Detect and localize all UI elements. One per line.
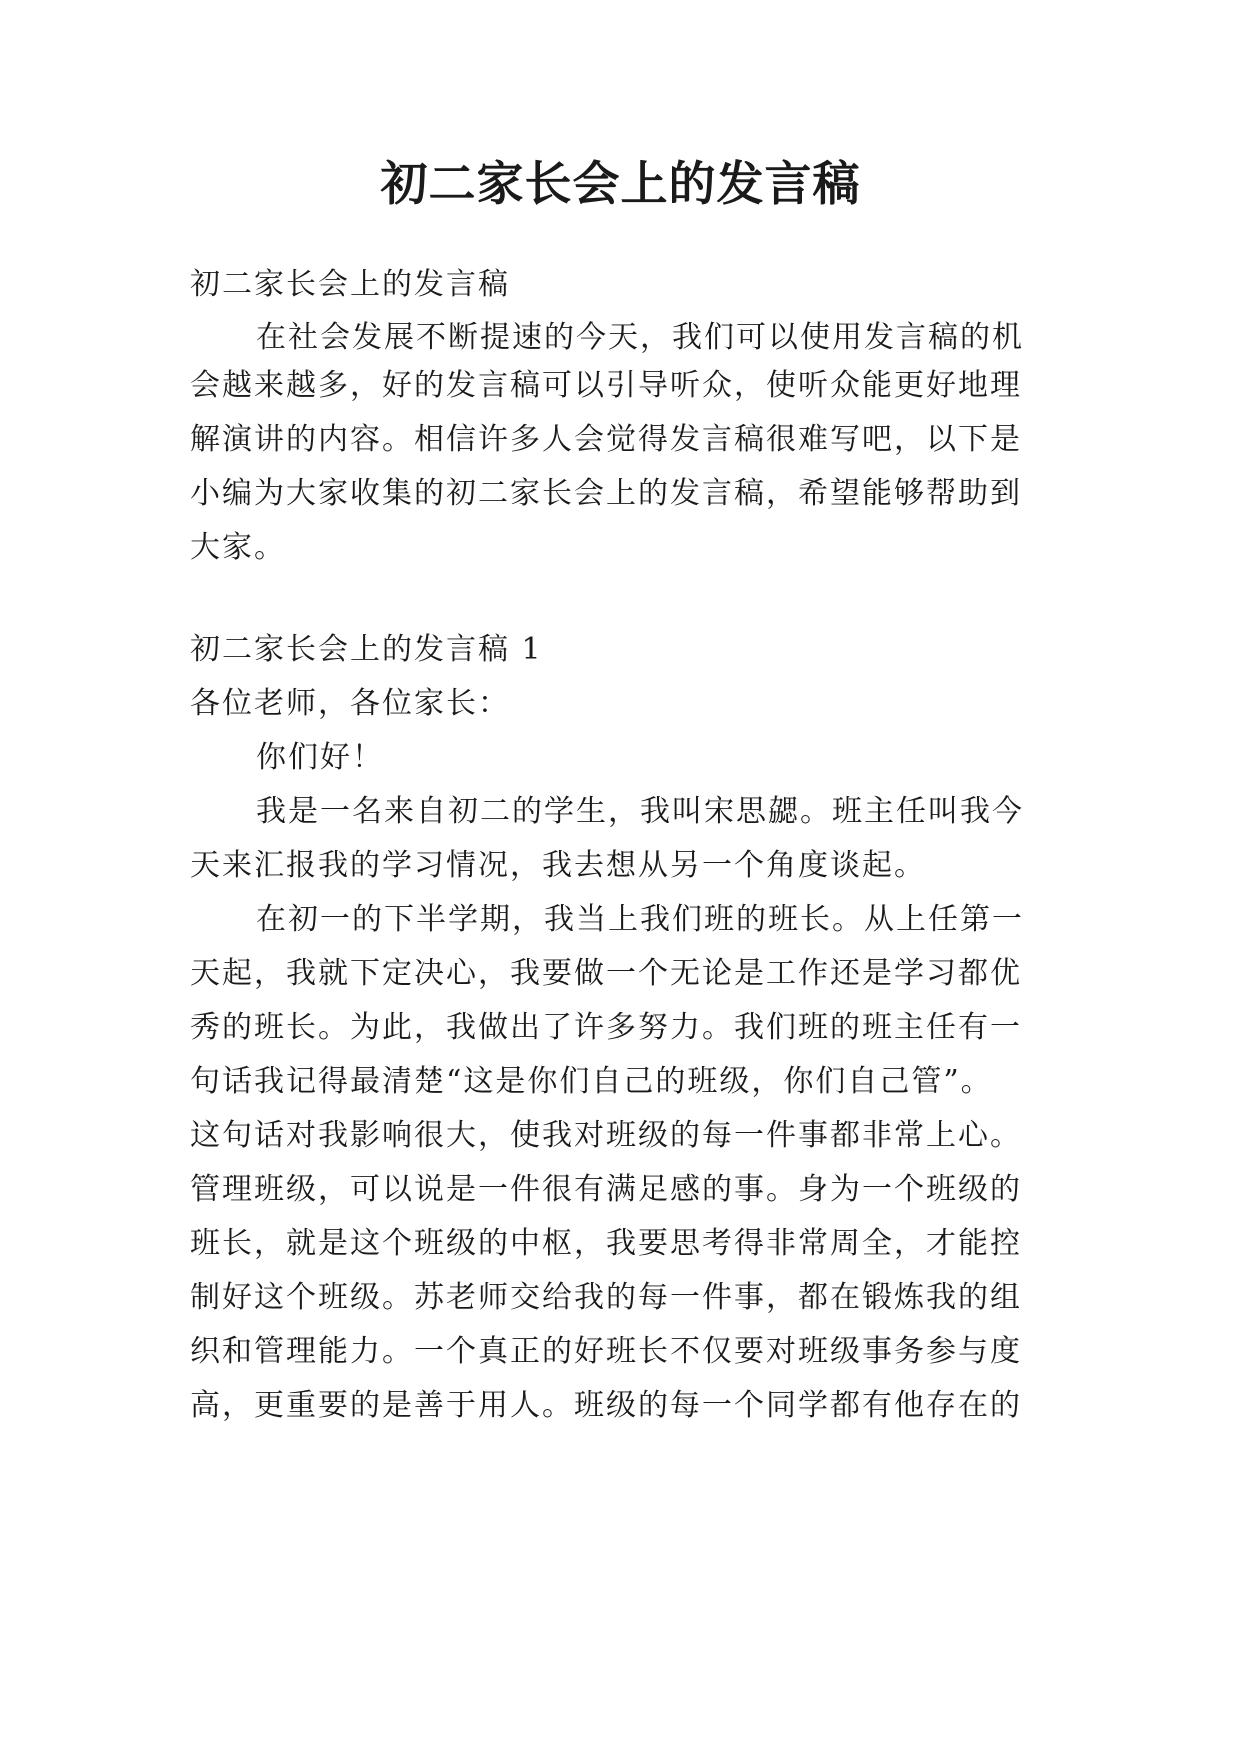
body-paragraph-line: 这句话对我影响很大，使我对班级的每一件事都非常上心。: [190, 1118, 1022, 1153]
body-paragraph-line: 高，更重要的是善于用人。班级的每一个同学都有他存在的: [190, 1388, 1022, 1423]
body-paragraph-line: 天起，我就下定决心，我要做一个无论是工作还是学习都优: [190, 956, 1022, 991]
body-paragraph-line: 句话我记得最清楚“这是你们自己的班级，你们自己管”。: [190, 1064, 993, 1099]
body-paragraph-line: 秀的班长。为此，我做出了许多努力。我们班的班主任有一: [190, 1010, 1022, 1045]
section-heading: 初二家长会上的发言稿 1: [190, 632, 543, 667]
body-paragraph-line: 班长，就是这个班级的中枢，我要思考得非常周全，才能控: [190, 1226, 1022, 1261]
body-paragraph-line: 制好这个班级。苏老师交给我的每一件事，都在锻炼我的组: [190, 1280, 1022, 1315]
intro-paragraph-line: 大家。: [190, 530, 286, 565]
salutation: 各位老师，各位家长：: [190, 686, 510, 721]
intro-paragraph-line: 小编为大家收集的初二家长会上的发言稿，希望能够帮助到: [190, 476, 1022, 511]
body-paragraph-line: 织和管理能力。一个真正的好班长不仅要对班级事务参与度: [190, 1334, 1022, 1369]
body-paragraph-line: 在初一的下半学期，我当上我们班的班长。从上任第一: [256, 902, 1024, 937]
body-paragraph-line: 我是一名来自初二的学生，我叫宋思勰。班主任叫我今: [256, 794, 1024, 829]
greeting: 你们好！: [256, 740, 384, 775]
intro-paragraph-line: 在社会发展不断提速的今天，我们可以使用发言稿的机: [256, 320, 1024, 355]
body-paragraph-line: 天来汇报我的学习情况，我去想从另一个角度谈起。: [190, 848, 926, 883]
intro-paragraph-line: 解演讲的内容。相信许多人会觉得发言稿很难写吧，以下是: [190, 422, 1022, 457]
document-title: 初二家长会上的发言稿: [380, 157, 861, 212]
intro-heading: 初二家长会上的发言稿: [190, 267, 510, 302]
intro-paragraph-line: 会越来越多，好的发言稿可以引导听众，使听众能更好地理: [190, 368, 1022, 403]
body-paragraph-line: 管理班级，可以说是一件很有满足感的事。身为一个班级的: [190, 1172, 1022, 1207]
